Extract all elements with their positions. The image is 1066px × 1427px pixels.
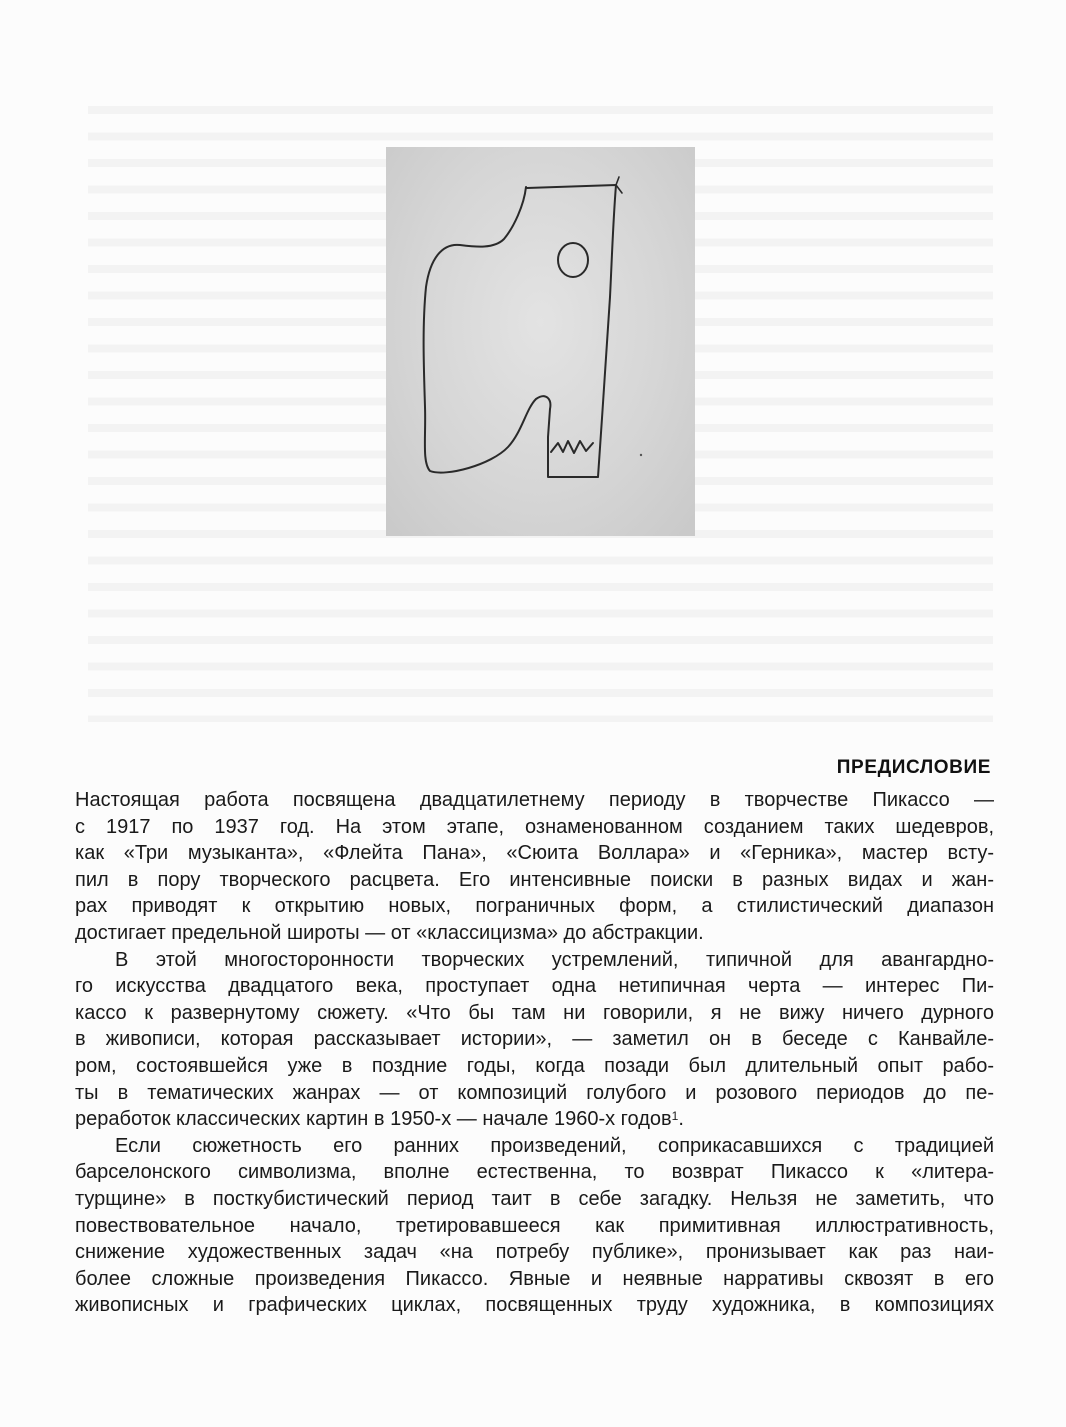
line-drawing-illustration — [386, 147, 695, 536]
text-line: турщине» в посткубистический период таит в себе загадку. Нельзя не заметить, что — [75, 1187, 994, 1210]
text-line: барселонского символизма, вполне естественна, то возврат Пикассо к «литера- — [75, 1161, 994, 1184]
text-line: ром, состоявшейся уже в поздние годы, когда позади был длительный опыт рабо- — [75, 1054, 994, 1077]
line-drawing — [386, 147, 695, 536]
text-line: пил в пору творческого расцвета. Его интенсивные поиски в разных видах и жан- — [75, 868, 994, 891]
body-text — [75, 787, 994, 1319]
paragraph-3 — [75, 1133, 994, 1319]
text-line: в живописи, которая рассказывает истории», — заметил он в беседе с Канвайле- — [75, 1028, 994, 1051]
text-line: реработок классических картин в 1950-х — начале 1960-х годов — [75, 1108, 672, 1131]
text-line: рах приводят к открытию новых, пограничных форм, а стилистический диапазон — [75, 895, 994, 918]
footnote-mark: 1 — [671, 1109, 679, 1124]
text-line-with-footnote: реработок классических картин в 1950-х — начале 1960-х годов$^1$. — [75, 1108, 684, 1131]
text-line: Настоящая работа посвящена двадцатилетнему периоду в творчестве Пикассо — — [75, 789, 994, 811]
text-line: более сложные произведения Пикассо. Явные и неявные нарративы сквозят в его — [75, 1267, 994, 1290]
text-line: Если сюжетность его ранних произведений, соприкасавшихся с традицией — [115, 1134, 994, 1157]
text-line: В этой многосторонности творческих устремлений, типичной для авангардно- — [115, 948, 994, 971]
paragraph-2 — [75, 947, 994, 1133]
paragraph-1 — [75, 787, 994, 947]
text-line: го искусства двадцатого века, проступает одна нетипичная черта — интерес Пи- — [75, 975, 994, 998]
text-line: живописных и графических циклах, посвященных труду художника, в композициях — [75, 1294, 994, 1317]
text-line: повествовательное начало, третировавшееся как примитивная иллюстративность, — [75, 1214, 994, 1237]
text-line: как «Три музыканта», «Флейта Пана», «Сюита Воллара» и «Герника», мастер всту- — [75, 842, 994, 865]
section-title: ПРЕДИСЛОВИЕ — [836, 757, 991, 778]
text-line: кассо к развернутому сюжету. «Что бы там ни говорили, я не вижу ничего дурного — [75, 1001, 994, 1024]
text-line: снижение художественных задач «на потребу публике», пронизывает как раз наи- — [75, 1241, 994, 1264]
text-line: с 1917 по 1937 год. На этом этапе, ознаменованном созданием таких шедевров, — [75, 815, 994, 838]
text-line: достигает предельной широты — от «классицизма» до абстракции. — [75, 921, 704, 944]
text-line: ты в тематических жанрах — от композиций голубого и розового периодов до пе- — [75, 1081, 994, 1104]
